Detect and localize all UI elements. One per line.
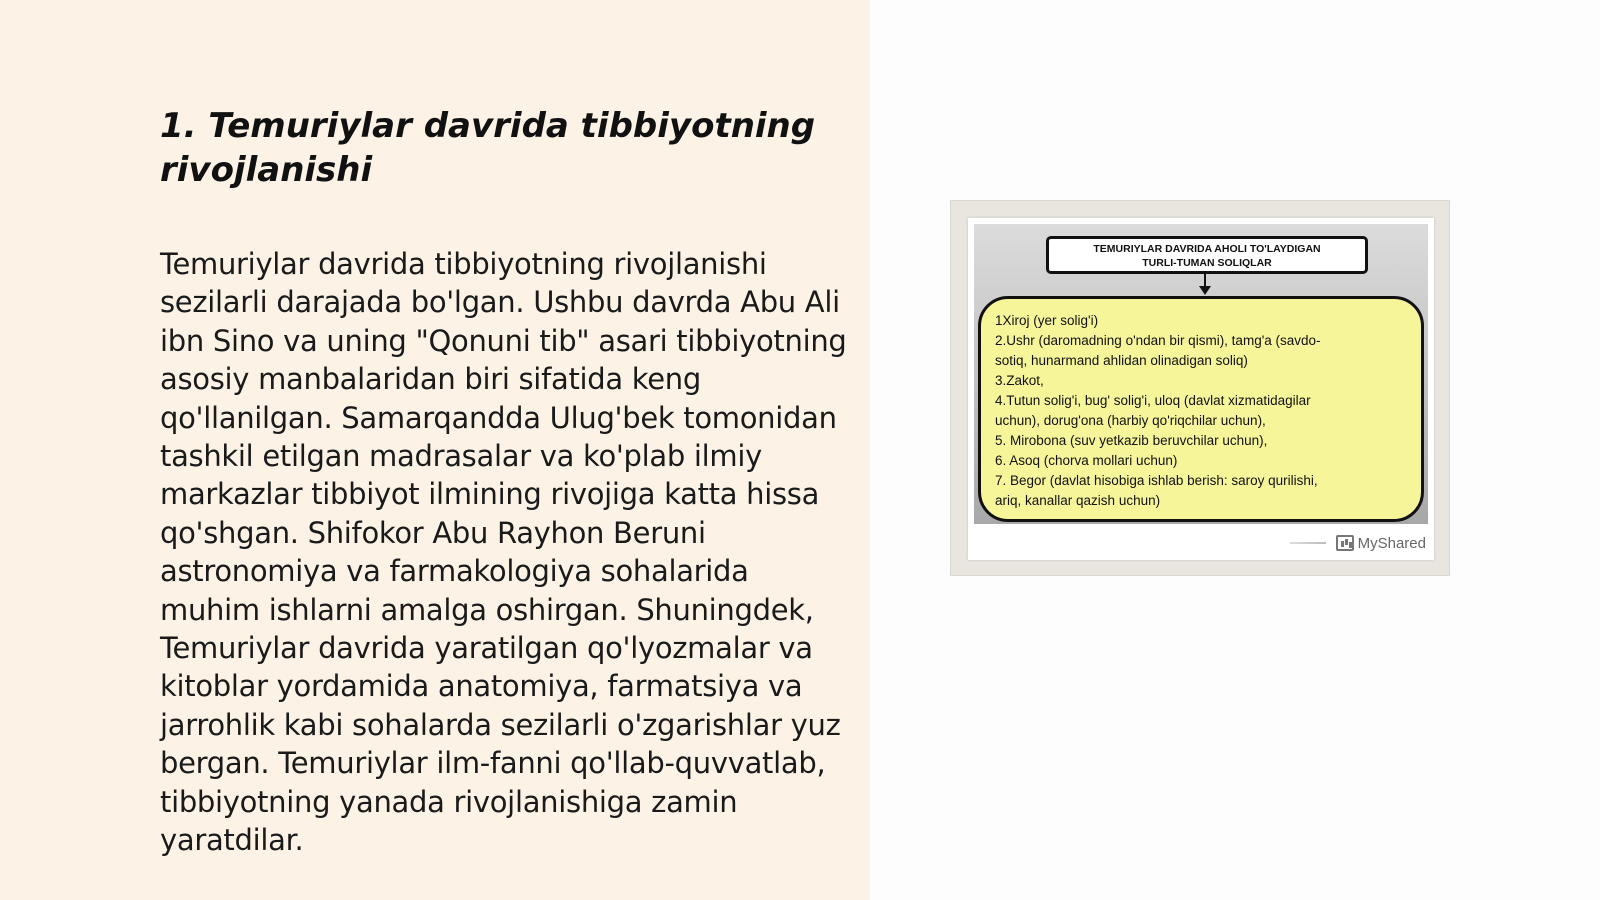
watermark-divider xyxy=(1290,542,1326,544)
tax-list-line: uchun), dorug'ona (harbiy qo'riqchilar uchun), xyxy=(995,413,1266,428)
tax-list-line: ariq, kanallar qazish uchun) xyxy=(995,493,1161,508)
slide-canvas xyxy=(974,224,1428,524)
slide-header-line-2: TURLI-TUMAN SOLIQLAR xyxy=(1142,257,1272,269)
slide-card xyxy=(968,218,1434,560)
tax-list-line: sotiq, hunarmand ahlidan olinadigan soliq) xyxy=(995,353,1248,368)
page-title: 1. Temuriylar davrida tibbiyotning rivojlanishi xyxy=(160,106,816,190)
tax-list-line: 2.Ushr (daromadning o'ndan bir qismi), tamg'a (savdo- xyxy=(995,333,1321,348)
tax-list-line: 1Xiroj (yer solig'i) xyxy=(995,313,1099,328)
watermark xyxy=(1290,532,1426,554)
myshared-logo-icon xyxy=(1336,535,1354,551)
slide-image xyxy=(950,200,1450,576)
tax-list-line: 3.Zakot, xyxy=(995,373,1044,388)
slide-header-box xyxy=(1046,236,1368,274)
slide-header-line-1: TEMURIYLAR DAVRIDA AHOLI TO'LAYDIGAN xyxy=(1093,243,1321,255)
arrow-head-icon xyxy=(1199,286,1211,295)
tax-list-box xyxy=(978,296,1424,522)
tax-list-line: 7. Begor (davlat hisobiga ishlab berish: saroy qurilishi, xyxy=(995,473,1318,488)
tax-list-line: 4.Tutun solig'i, bug' solig'i, uloq (davlat xizmatidagilar xyxy=(995,393,1311,408)
watermark-text: MyShared xyxy=(1357,534,1426,552)
tax-list-line: 6. Asoq (chorva mollari uchun) xyxy=(995,453,1178,468)
tax-list-line: 5. Mirobona (suv yetkazib beruvchilar uchun), xyxy=(995,433,1268,448)
body-paragraph: Temuriylar davrida tibbiyotning rivojlanishi sezilarli darajada bo'lgan. Ushbu davrda Abu Ali ibn Sino va uning "Qonuni tib" asari tibbiyotning asosiy manbalaridan biri sifatida keng qo'llanilgan. Samarqandda Ulug'bek tomonidan tashkil etilgan madrasalar va ko'plab ilmiy markazlar tibbiyot ilmining rivojiga katta hissa qo'shgan. Shifokor Abu Rayhon Beruni astronomiya va farmakologiya sohalarida muhim ishlarni amalga oshirgan. Shuningdek, Temuriylar davrida yaratilgan qo'lyozmalar va kitoblar yordamida anatomiya, farmatsiya va jarrohlik kabi sohalarda sezilarli o'zgarishlar yuz bergan. Temuriylar ilm-fanni qo'llab-quvvatlab, tibbiyotning yanada rivojlanishiga zamin yaratdilar. xyxy=(160,247,847,858)
